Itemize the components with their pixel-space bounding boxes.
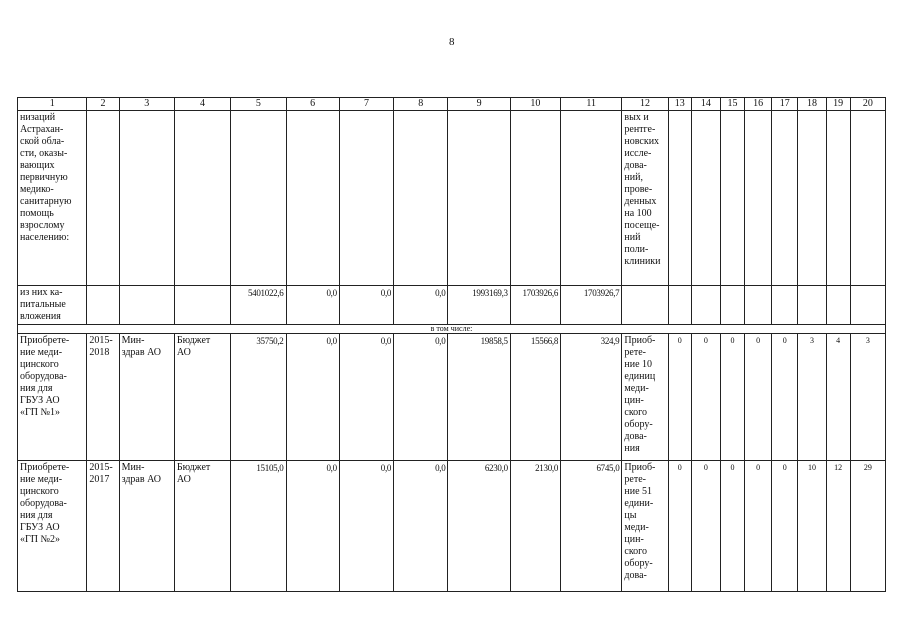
table-cell (510, 111, 560, 286)
table-cell: 1993169,3 (448, 286, 510, 325)
table-cell: 0,0 (339, 286, 393, 325)
table-cell (798, 286, 826, 325)
table-cell (561, 111, 622, 286)
table-cell: низаций Астрахан- ской обла- сти, оказы- вающих первичную медико- санитарную помощь взрослому населению: (18, 111, 87, 286)
table-row (18, 286, 886, 325)
in-total-label: в том числе: (18, 325, 886, 334)
table-cell (394, 111, 448, 286)
table-cell: 0 (745, 461, 772, 592)
table-cell: Бюджет АО (174, 461, 230, 592)
table-cell: 6230,0 (448, 461, 510, 592)
table-cell: 0 (772, 334, 798, 461)
table-cell (668, 286, 691, 325)
table-cell (850, 111, 885, 286)
table-row (18, 111, 886, 286)
subtotal-label-row (18, 325, 886, 334)
column-header: 11 (561, 98, 622, 111)
table-cell: 2130,0 (510, 461, 560, 592)
column-header: 16 (745, 98, 772, 111)
table-cell: 2015- 2018 (87, 334, 119, 461)
column-header: 14 (691, 98, 720, 111)
table-cell: из них ка- питальные вложения (18, 286, 87, 325)
table-cell (798, 111, 826, 286)
column-header: 19 (826, 98, 850, 111)
table-cell (119, 286, 174, 325)
table-cell: 19858,5 (448, 334, 510, 461)
column-header: 10 (510, 98, 560, 111)
table-cell: 0,0 (286, 334, 339, 461)
data-table (17, 97, 886, 592)
column-header: 6 (286, 98, 339, 111)
table-cell: Приоб- рете- ние 10 единиц меди- цин- ского обору- дова- ния (622, 334, 668, 461)
table-cell (720, 111, 744, 286)
table-row (18, 334, 886, 461)
column-header: 4 (174, 98, 230, 111)
table-cell: 29 (850, 461, 885, 592)
column-header: 12 (622, 98, 668, 111)
table-cell: 0 (668, 334, 691, 461)
table-cell: 5401022,6 (231, 286, 286, 325)
table-cell (286, 111, 339, 286)
table-cell: 0 (745, 334, 772, 461)
page-number: 8 (449, 36, 455, 48)
table-cell: 0,0 (286, 286, 339, 325)
table-cell (772, 111, 798, 286)
table-cell: 2015- 2017 (87, 461, 119, 592)
table-cell: 0 (772, 461, 798, 592)
table-cell (448, 111, 510, 286)
table-cell (745, 111, 772, 286)
column-header: 5 (231, 98, 286, 111)
table-cell (339, 111, 393, 286)
column-header: 2 (87, 98, 119, 111)
table-cell: Бюджет АО (174, 334, 230, 461)
column-header: 18 (798, 98, 826, 111)
column-header: 17 (772, 98, 798, 111)
table-cell: 3 (798, 334, 826, 461)
table-cell (87, 286, 119, 325)
table-body (18, 98, 886, 592)
table-cell (231, 111, 286, 286)
table-cell: Мин- здрав АО (119, 461, 174, 592)
column-header: 1 (18, 98, 87, 111)
column-header: 8 (394, 98, 448, 111)
table-cell (850, 286, 885, 325)
table-cell: 0,0 (339, 334, 393, 461)
table-row (18, 461, 886, 592)
column-header: 3 (119, 98, 174, 111)
table-cell: Приоб- рете- ние 51 едини- цы меди- цин- ского обору- дова- (622, 461, 668, 592)
table-cell: 0 (720, 461, 744, 592)
table-cell: 3 (850, 334, 885, 461)
table-cell: 0 (691, 334, 720, 461)
table-cell: вых и рентге- новских иссле- дова- ний, прове- денных на 100 посеще- ний поли- клиники (622, 111, 668, 286)
table-cell: 15566,8 (510, 334, 560, 461)
table-cell (87, 111, 119, 286)
table-cell (119, 111, 174, 286)
table-cell (174, 286, 230, 325)
table-cell: 12 (826, 461, 850, 592)
table-cell: 15105,0 (231, 461, 286, 592)
table-cell: Приобрете- ние меди- цинского оборудова- ния для ГБУЗ АО «ГП №1» (18, 334, 87, 461)
table-cell: 6745,0 (561, 461, 622, 592)
table-cell: 0,0 (394, 461, 448, 592)
table-cell: 4 (826, 334, 850, 461)
table-cell: 0 (668, 461, 691, 592)
table-cell: Приобрете- ние меди- цинского оборудова- ния для ГБУЗ АО «ГП №2» (18, 461, 87, 592)
table-cell: 0,0 (339, 461, 393, 592)
table-cell (745, 286, 772, 325)
column-header: 13 (668, 98, 691, 111)
table-cell (772, 286, 798, 325)
header-row (18, 98, 886, 111)
table-cell (668, 111, 691, 286)
table-cell: 1703926,7 (561, 286, 622, 325)
table-cell: 1703926,6 (510, 286, 560, 325)
table-cell: 0 (720, 334, 744, 461)
table-cell: 0,0 (286, 461, 339, 592)
table-cell: 35750,2 (231, 334, 286, 461)
table-cell (174, 111, 230, 286)
table-cell: 0,0 (394, 286, 448, 325)
column-header: 9 (448, 98, 510, 111)
column-header: 15 (720, 98, 744, 111)
table-cell: 0,0 (394, 334, 448, 461)
table-cell (826, 286, 850, 325)
table-cell (826, 111, 850, 286)
table-cell: Мин- здрав АО (119, 334, 174, 461)
table-cell (622, 286, 668, 325)
table-cell (720, 286, 744, 325)
table-cell: 324,9 (561, 334, 622, 461)
table-cell (691, 111, 720, 286)
table-cell: 0 (691, 461, 720, 592)
table-cell (691, 286, 720, 325)
column-header: 20 (850, 98, 885, 111)
column-header: 7 (339, 98, 393, 111)
table-cell: 10 (798, 461, 826, 592)
